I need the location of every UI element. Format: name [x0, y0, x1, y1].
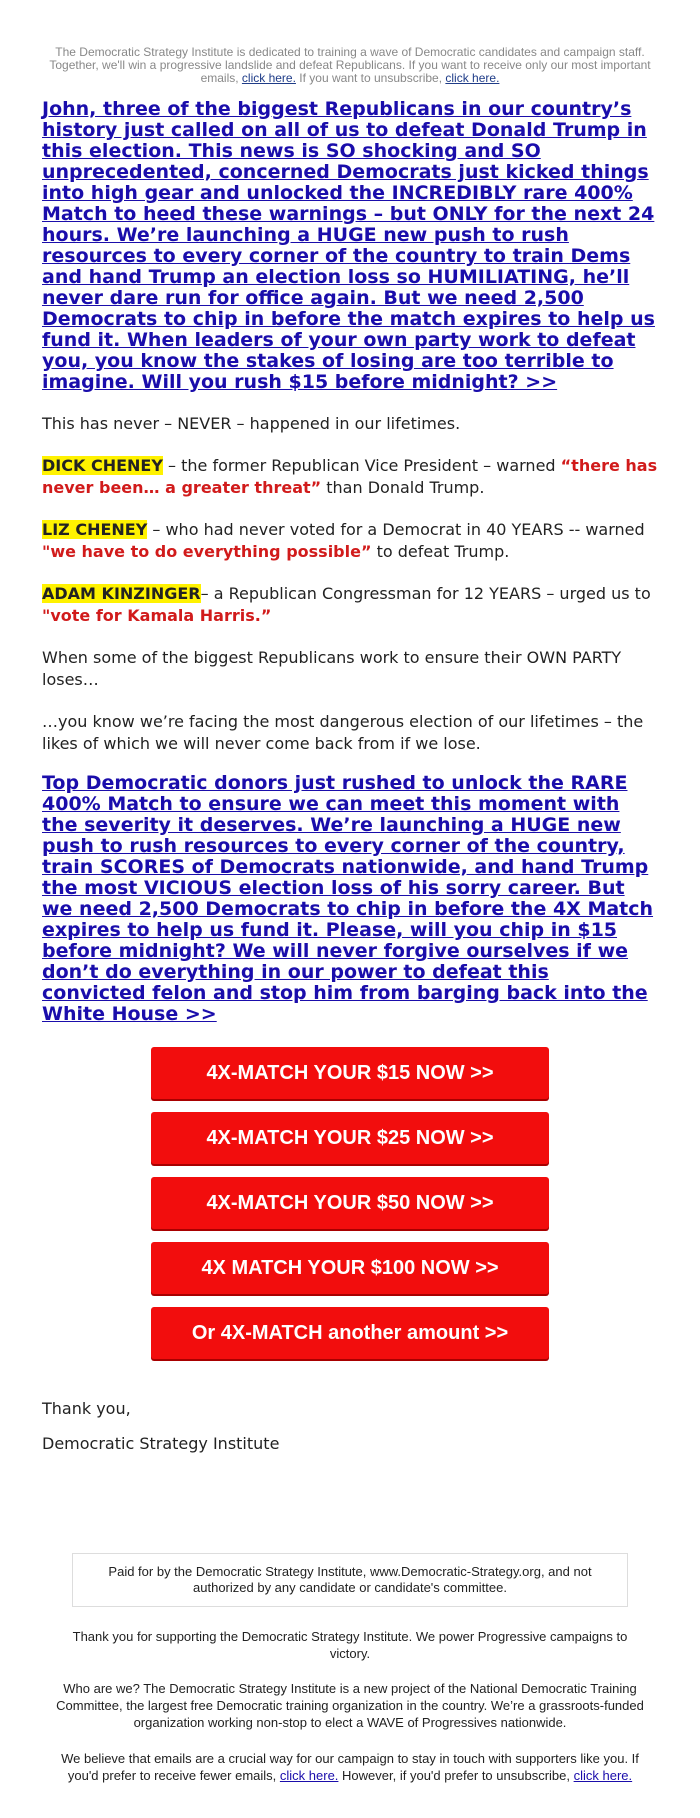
preheader [42, 46, 658, 85]
quote-text: "vote for Kamala Harris.” [42, 606, 272, 625]
footer-emails [56, 1750, 644, 1784]
quote-intro: – a Republican Congressman for 12 YEARS – urged us to [200, 584, 651, 603]
preheader-important-emails-link[interactable]: click here. [241, 71, 296, 85]
donate-15-button[interactable]: 4X-MATCH YOUR $15 NOW >> [151, 1047, 549, 1099]
quote-intro: – the former Republican Vice President – warned [162, 456, 561, 475]
footer-unsubscribe-text: However, if you'd prefer to unsubscribe, [342, 1768, 570, 1783]
footer-unsubscribe-link[interactable]: click here. [573, 1768, 633, 1783]
second-donate-link[interactable]: Top Democratic donors just rushed to unlock the RARE 400% Match to ensure we can meet this moment with the severity it deserves. We’re launching a HUGE new push to rush resources to every corner of the country, train SCORES of Democrats nationwide, and hand Trump the most VICIOUS election loss of his sorry career. But we need 2,500 Democrats to chip in before the 4X Match expires to help us fund it. Please, will you chip in $15 before midnight? We will never forgive ourselves if we don’t do everything in our power to defeat this convicted felon and stop him from barging back into the White House >> [42, 772, 654, 1025]
signature: Democratic Strategy Institute [42, 1434, 280, 1453]
quote-name-highlight: LIZ CHENEY [42, 520, 148, 539]
footer-support: Thank you for supporting the Democratic Strategy Institute. We power Progressive campaigns to victory. [72, 1629, 628, 1661]
quote-outro: to defeat Trump. [371, 542, 510, 561]
footer-emails-text: We believe that emails are a crucial way for our campaign to stay in touch with supporters like you. If you'd prefer to receive fewer emails, [61, 1751, 639, 1783]
preheader-text: The Democratic Strategy Institute is dedicated to training a wave of Democratic candidates and campaign staff. Together, we'll win a progressive landslide and defeat Republicans. If you want to receive only our most important emails, [49, 45, 651, 85]
preheader-unsubscribe-text: If you want to unsubscribe, [299, 71, 443, 85]
own-party-paragraph: When some of the biggest Republicans work to ensure their OWN PARTY loses… [42, 648, 622, 689]
facing-paragraph: …you know we’re facing the most dangerous election of our lifetimes – the likes of which we will never come back from if we lose. [42, 712, 644, 753]
donate-50-button[interactable]: 4X-MATCH YOUR $50 NOW >> [151, 1177, 549, 1229]
email-body [42, 0, 658, 1453]
quote-dick-cheney [42, 455, 658, 499]
headline-donate-link[interactable]: John, three of the biggest Republicans in our country’s history just called on all of us to defeat Donald Trump in this election. This news is SO shocking and SO unprecedented, concerned Democrats just kicked things into high gear and unlocked the INCREDIBLY rare 400% Match to heed these warnings – but ONLY for the next 24 hours. We’re launching a HUGE new push to rush resources to every corner of the country to train Dems and hand Trump an election loss so HUMILIATING, he’ll never dare run for office again. But we need 2,500 Democrats to chip in before the match expires to help us fund it. When leaders of your own party work to defeat you, you know the stakes of losing are too terrible to imagine. Will you rush $15 before midnight? >> [42, 98, 655, 393]
donate-100-button[interactable]: 4X MATCH YOUR $100 NOW >> [151, 1242, 549, 1294]
quote-name-highlight: DICK CHENEY [42, 456, 163, 475]
thank-you: Thank you, [42, 1399, 131, 1418]
donate-25-button[interactable]: 4X-MATCH YOUR $25 NOW >> [151, 1112, 549, 1164]
donate-buttons [42, 1047, 658, 1372]
preheader-unsubscribe-link[interactable]: click here. [445, 71, 500, 85]
never-paragraph: This has never – NEVER – happened in our lifetimes. [42, 414, 461, 433]
footer-who-we-are: Who are we? The Democratic Strategy Institute is a new project of the National Democratic Training Committee, the largest free Democratic training organization in the country. We’re a grassroots-funded organization working non-stop to elect a WAVE of Progressives nationwide. [56, 1681, 644, 1730]
quote-name-highlight: ADAM KINZINGER [42, 584, 201, 603]
quote-outro: than Donald Trump. [321, 478, 485, 497]
paid-for-disclaimer: Paid for by the Democratic Strategy Institute, www.Democratic-Strategy.org, and not authorized by any candidate or candidate's committee. [72, 1553, 628, 1607]
quote-liz-cheney [42, 519, 658, 563]
quote-adam-kinzinger [42, 583, 658, 627]
quote-text: “there has never been… a greater threat” [42, 456, 658, 497]
quote-text: "we have to do everything possible” [42, 542, 372, 561]
footer-fewer-emails-link[interactable]: click here. [279, 1768, 339, 1783]
quote-intro: – who had never voted for a Democrat in 40 YEARS -- warned [147, 520, 645, 539]
donate-other-amount-button[interactable]: Or 4X-MATCH another amount >> [151, 1307, 549, 1359]
